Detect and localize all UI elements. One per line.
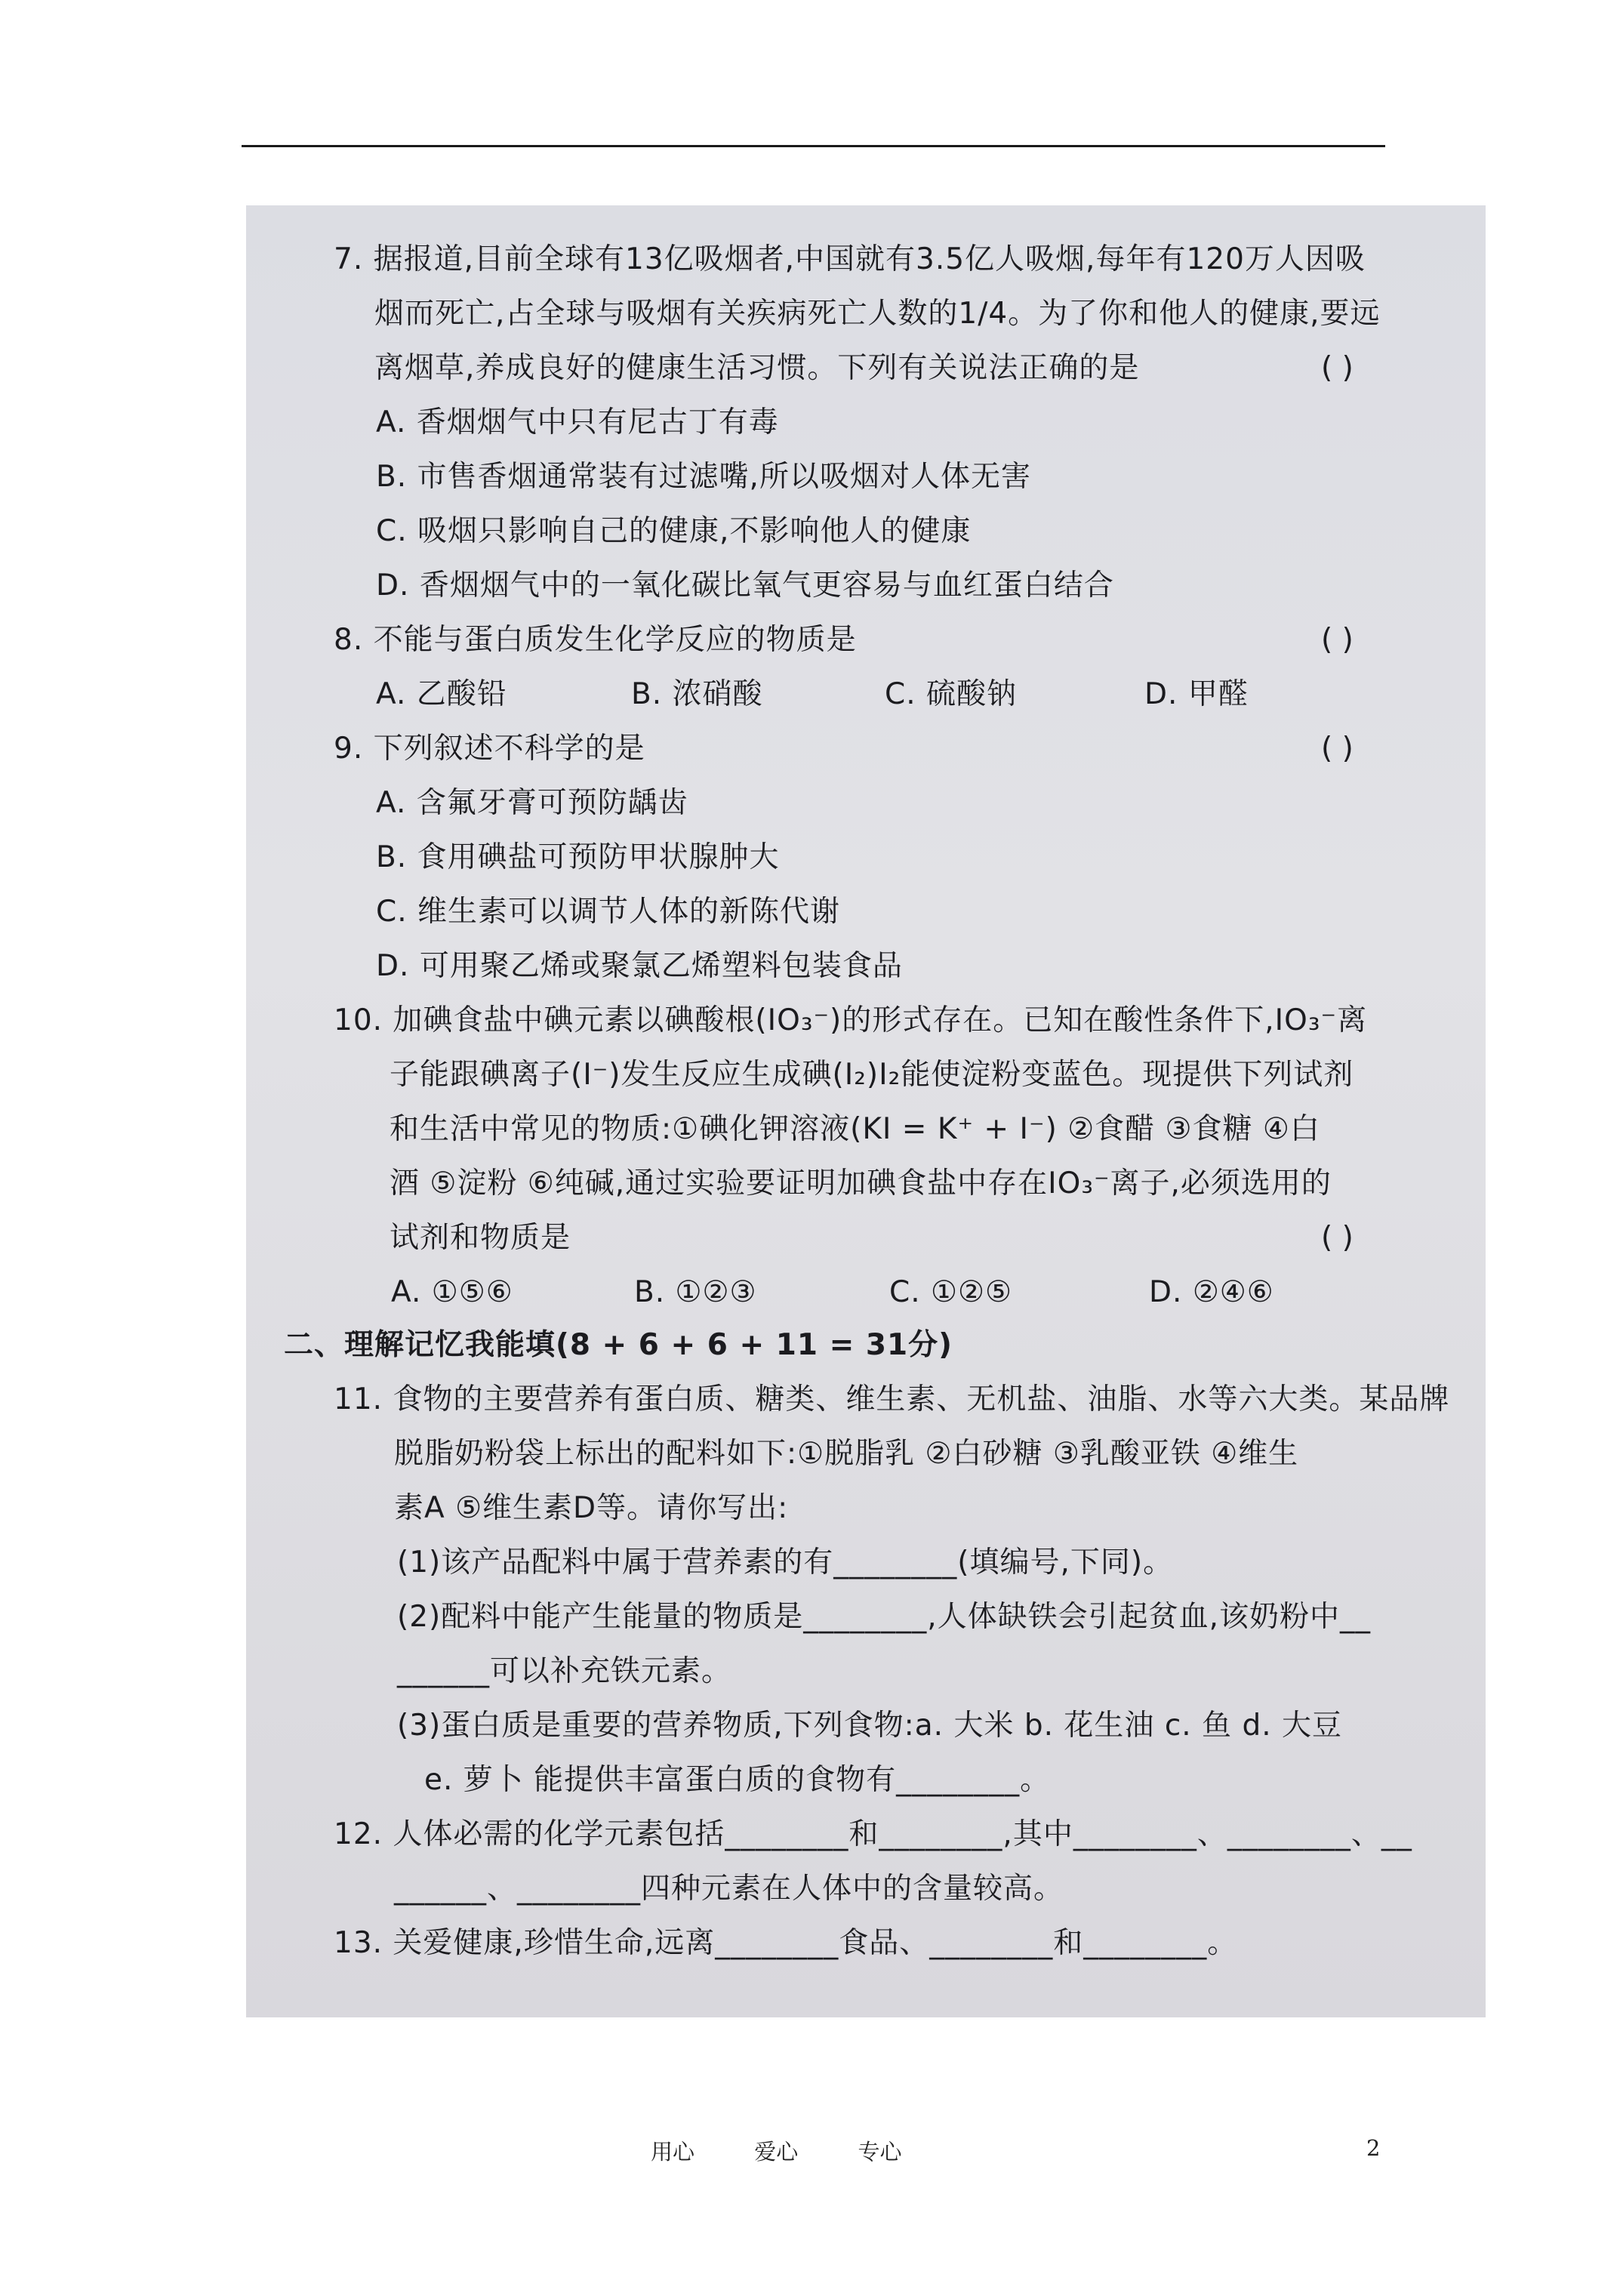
q11-part-3-cont: e. 萝卜 能提供丰富蛋白质的食物有________。 [424, 1763, 1051, 1797]
footer-motto-3: 专心 [858, 2139, 902, 2165]
q10-stem-line-3: 和生活中常见的物质:①碘化钾溶液(KI = K⁺ + I⁻) ②食醋 ③食糖 ④白 [390, 1112, 1320, 1146]
q8-stem: 8. 不能与蛋白质发生化学反应的物质是 [334, 623, 857, 657]
q11-stem-line-1: 11. 食物的主要营养有蛋白质、糖类、维生素、无机盐、油脂、水等六大类。某品牌 [334, 1382, 1450, 1416]
q8-option-c: C. 硫酸钠 [885, 677, 1018, 711]
q11-stem-line-2: 脱脂奶粉袋上标出的配料如下:①脱脂乳 ②白砂糖 ③乳酸亚铁 ④维生 [394, 1437, 1299, 1471]
q10-option-b: B. ①②③ [634, 1275, 757, 1309]
q7-option-c: C. 吸烟只影响自己的健康,不影响他人的健康 [376, 514, 972, 548]
q9-stem: 9. 下列叙述不科学的是 [334, 732, 645, 766]
q7-stem-line-2: 烟而死亡,占全球与吸烟有关疾病死亡人数的1/4。为了你和他人的健康,要远 [374, 297, 1381, 331]
header-rule [242, 145, 1385, 147]
q11-part-2-cont: ______可以补充铁元素。 [397, 1654, 732, 1688]
q7-option-a: A. 香烟烟气中只有尼古丁有毒 [376, 405, 779, 439]
section-2-heading: 二、理解记忆我能填(8 + 6 + 6 + 11 = 31分) [284, 1328, 953, 1362]
q10-option-a: A. ①⑤⑥ [391, 1275, 513, 1309]
q7-answer-paren: ( ) [1321, 351, 1354, 385]
q8-option-d: D. 甲醛 [1144, 677, 1249, 711]
q12-line-1: 12. 人体必需的化学元素包括________和________,其中________、________、__ [334, 1817, 1412, 1851]
q7-option-d: D. 香烟烟气中的一氧化碳比氧气更容易与血红蛋白结合 [376, 569, 1114, 603]
q7-stem-line-3: 离烟草,养成良好的健康生活习惯。下列有关说法正确的是 [374, 351, 1140, 385]
q11-part-3: (3)蛋白质是重要的营养物质,下列食物:a. 大米 b. 花生油 c. 鱼 d. 大豆 [397, 1709, 1343, 1743]
q7-option-b: B. 市售香烟通常装有过滤嘴,所以吸烟对人体无害 [376, 460, 1031, 494]
q9-option-c: C. 维生素可以调节人体的新陈代谢 [376, 895, 841, 929]
q8-answer-paren: ( ) [1321, 623, 1354, 657]
q12-line-2: ______、________四种元素在人体中的含量较高。 [394, 1872, 1064, 1906]
q10-option-c: C. ①②⑤ [889, 1275, 1012, 1309]
q10-stem-line-1: 10. 加碘食盐中碘元素以碘酸根(IO₃⁻)的形式存在。已知在酸性条件下,IO₃⁻离 [334, 1003, 1368, 1037]
q9-option-a: A. 含氟牙膏可预防龋齿 [376, 786, 688, 820]
q9-option-d: D. 可用聚乙烯或聚氯乙烯塑料包装食品 [376, 949, 903, 983]
q10-answer-paren: ( ) [1321, 1221, 1354, 1255]
q11-part-1: (1)该产品配料中属于营养素的有________(填编号,下同)。 [397, 1546, 1174, 1579]
scanned-exam-page [246, 205, 1486, 2017]
q9-option-b: B. 食用碘盐可预防甲状腺肿大 [376, 840, 780, 874]
footer-motto [651, 2135, 954, 2166]
footer-motto-2: 爱心 [754, 2139, 799, 2165]
q8-option-b: B. 浓硝酸 [631, 677, 763, 711]
q10-stem-line-4: 酒 ⑤淀粉 ⑥纯碱,通过实验要证明加碘食盐中存在IO₃⁻离子,必须选用的 [390, 1166, 1332, 1200]
footer-motto-1: 用心 [651, 2139, 695, 2165]
q10-option-d: D. ②④⑥ [1149, 1275, 1274, 1309]
q9-answer-paren: ( ) [1321, 732, 1354, 766]
page-number: 2 [1366, 2135, 1381, 2161]
q11-stem-line-3: 素A ⑤维生素D等。请你写出: [394, 1491, 789, 1525]
q11-part-2: (2)配料中能产生能量的物质是________,人体缺铁会引起贫血,该奶粉中__ [397, 1600, 1372, 1634]
q10-stem-line-2: 子能跟碘离子(I⁻)发生反应生成碘(I₂)I₂能使淀粉变蓝色。现提供下列试剂 [390, 1058, 1354, 1092]
q8-option-a: A. 乙酸铅 [376, 677, 507, 711]
q7-stem-line-1: 7. 据报道,目前全球有13亿吸烟者,中国就有3.5亿人吸烟,每年有120万人因吸 [334, 242, 1366, 276]
q10-stem-line-5: 试剂和物质是 [390, 1221, 571, 1255]
q13-line: 13. 关爱健康,珍惜生命,远离________食品、________和________。 [334, 1926, 1238, 1960]
